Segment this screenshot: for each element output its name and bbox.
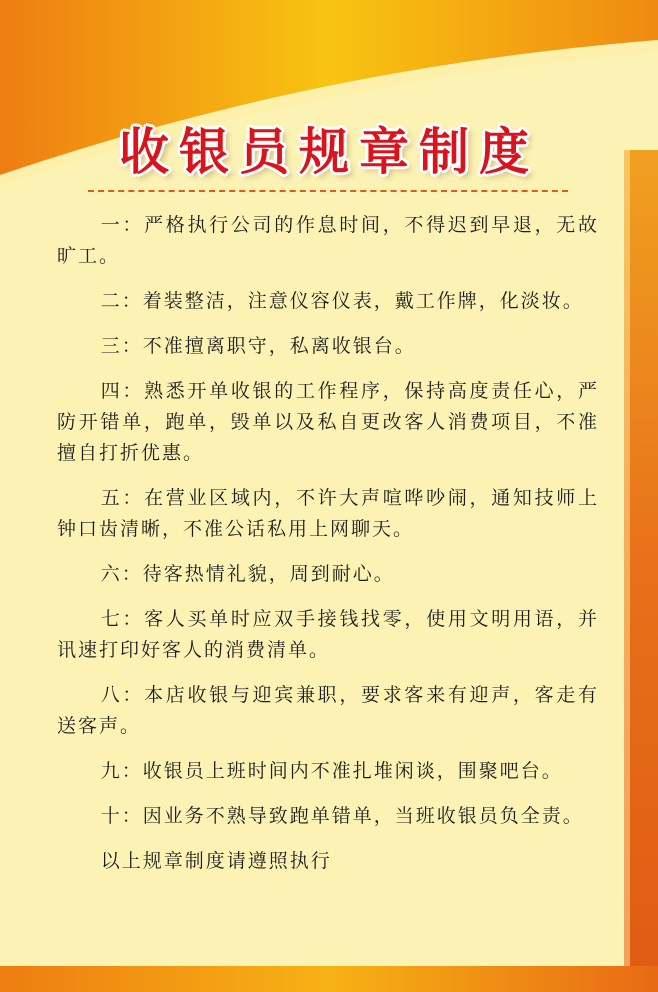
rule-item: 二：着装整洁，注意仪容仪表，戴工作牌，化淡妆。 — [100, 290, 584, 312]
rule-item: 十：因业务不熟导致跑单错单，当班收银员负全责。 — [100, 805, 584, 827]
rule-item: 三：不准擅离职守，私离收银台。 — [100, 335, 416, 357]
rule-item: 七：客人买单时应双手接钱找零，使用文明用语，并讯速打印好客人的消费清单。 — [57, 608, 599, 661]
closing-note: 以上规章制度请遵照执行 — [100, 850, 332, 872]
title-divider — [88, 190, 568, 192]
rule-item: 一：严格执行公司的作息时间，不得迟到早退，无故旷工。 — [57, 214, 599, 267]
rule-item: 六：待客热情礼貌，周到耐心。 — [100, 563, 395, 585]
rule-item: 九：收银员上班时间内不准扎堆闲谈，围聚吧台。 — [100, 760, 563, 782]
poster-title: 收银员规章制度 — [119, 122, 539, 181]
rule-item: 五：在营业区域内，不许大声喧哗吵闹，通知技师上钟口齿清晰，不准公话私用上网聊天。 — [57, 487, 599, 540]
rule-item: 四：熟悉开单收银的工作程序，保持高度责任心，严防开错单，跑单，毁单以及私自更改客人消费项目，不准擅自打折优惠。 — [57, 380, 599, 464]
rule-item: 八：本店收银与迎宾兼职，要求客来有迎声，客走有送客声。 — [57, 684, 599, 737]
rules-list — [57, 210, 599, 891]
side-bar-highlight — [624, 150, 630, 992]
bottom-band — [0, 966, 658, 992]
